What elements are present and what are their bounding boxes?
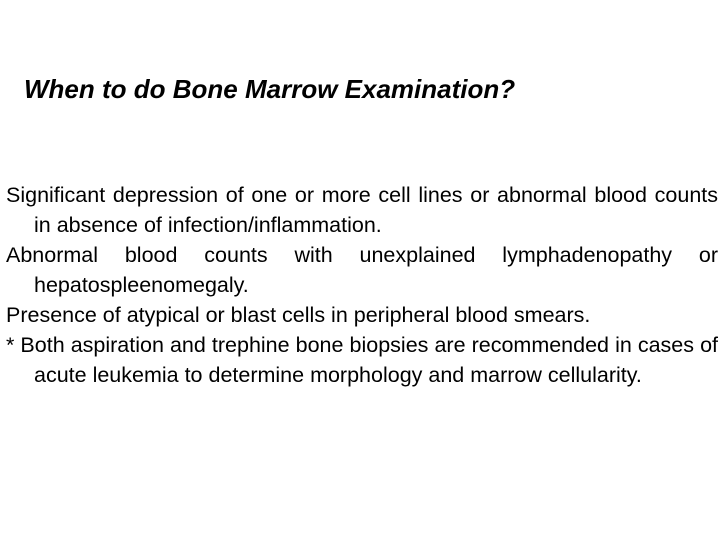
point-lymphadenopathy: Abnormal blood counts with unexplained lymphadenopathy or hepatospleenomegaly. bbox=[6, 243, 718, 297]
point-blast-cells: Presence of atypical or blast cells in peripheral blood smears. bbox=[6, 303, 591, 327]
slide-title: When to do Bone Marrow Examination? bbox=[24, 74, 516, 104]
point-cytopenia: Significant depression of one or more cell lines or abnormal blood counts in absence of infection/inflammation. bbox=[6, 183, 718, 237]
point-acute-leukemia: * Both aspiration and trephine bone biopsies are recommended in cases of acute leukemia to determine morphology and marrow cellularity. bbox=[6, 333, 718, 387]
point-list bbox=[6, 180, 718, 390]
